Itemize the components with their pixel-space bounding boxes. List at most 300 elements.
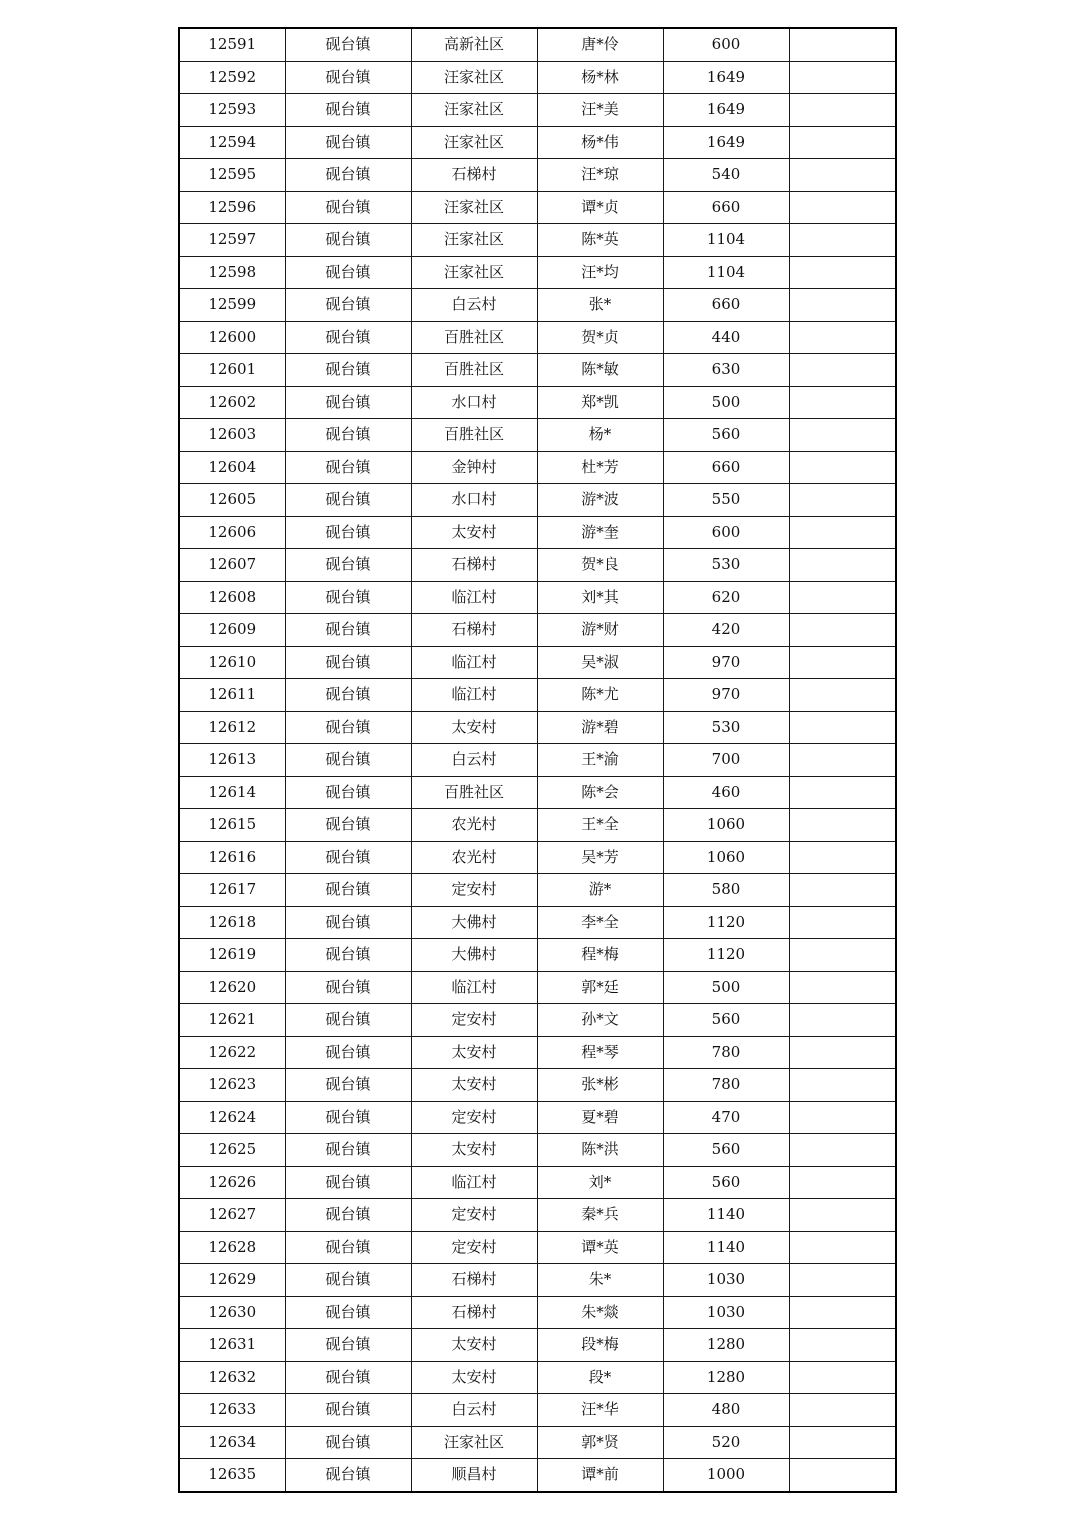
- note-cell: [789, 744, 896, 777]
- name-cell: 程*梅: [537, 939, 663, 972]
- note-cell: [789, 354, 896, 387]
- row-number-cell: 12613: [179, 744, 285, 777]
- note-cell: [789, 841, 896, 874]
- table-row: [179, 224, 896, 257]
- town-cell: 砚台镇: [285, 191, 411, 224]
- amount-cell: 560: [663, 1166, 789, 1199]
- row-number-cell: 12615: [179, 809, 285, 842]
- town-cell: 砚台镇: [285, 906, 411, 939]
- amount-cell: 560: [663, 419, 789, 452]
- row-number-cell: 12592: [179, 61, 285, 94]
- table-row: [179, 1166, 896, 1199]
- amount-cell: 630: [663, 354, 789, 387]
- note-cell: [789, 126, 896, 159]
- table-row: [179, 386, 896, 419]
- row-number-cell: 12611: [179, 679, 285, 712]
- name-cell: 游*财: [537, 614, 663, 647]
- name-cell: 朱*: [537, 1264, 663, 1297]
- note-cell: [789, 1329, 896, 1362]
- amount-cell: 1140: [663, 1199, 789, 1232]
- note-cell: [789, 809, 896, 842]
- row-number-cell: 12596: [179, 191, 285, 224]
- amount-cell: 780: [663, 1069, 789, 1102]
- village-cell: 白云村: [411, 289, 537, 322]
- note-cell: [789, 484, 896, 517]
- village-cell: 百胜社区: [411, 321, 537, 354]
- note-cell: [789, 939, 896, 972]
- note-cell: [789, 94, 896, 127]
- row-number-cell: 12598: [179, 256, 285, 289]
- amount-cell: 550: [663, 484, 789, 517]
- town-cell: 砚台镇: [285, 1459, 411, 1492]
- name-cell: 李*全: [537, 906, 663, 939]
- town-cell: 砚台镇: [285, 776, 411, 809]
- table-row: [179, 1231, 896, 1264]
- name-cell: 游*: [537, 874, 663, 907]
- village-cell: 临江村: [411, 971, 537, 1004]
- table-row: [179, 289, 896, 322]
- table-row: [179, 256, 896, 289]
- note-cell: [789, 419, 896, 452]
- table-row: [179, 1069, 896, 1102]
- table-row: [179, 191, 896, 224]
- table-row: [179, 874, 896, 907]
- village-cell: 太安村: [411, 1361, 537, 1394]
- village-cell: 定安村: [411, 874, 537, 907]
- row-number-cell: 12608: [179, 581, 285, 614]
- amount-cell: 660: [663, 191, 789, 224]
- row-number-cell: 12602: [179, 386, 285, 419]
- village-cell: 定安村: [411, 1231, 537, 1264]
- row-number-cell: 12597: [179, 224, 285, 257]
- note-cell: [789, 581, 896, 614]
- village-cell: 农光村: [411, 809, 537, 842]
- village-cell: 大佛村: [411, 906, 537, 939]
- table-row: [179, 549, 896, 582]
- table-row: [179, 614, 896, 647]
- name-cell: 汪*琼: [537, 159, 663, 192]
- name-cell: 游*奎: [537, 516, 663, 549]
- amount-cell: 540: [663, 159, 789, 192]
- row-number-cell: 12617: [179, 874, 285, 907]
- note-cell: [789, 386, 896, 419]
- row-number-cell: 12595: [179, 159, 285, 192]
- village-cell: 百胜社区: [411, 354, 537, 387]
- name-cell: 张*: [537, 289, 663, 322]
- row-number-cell: 12603: [179, 419, 285, 452]
- amount-cell: 1104: [663, 224, 789, 257]
- table-row: [179, 159, 896, 192]
- name-cell: 杨*: [537, 419, 663, 452]
- village-cell: 金钟村: [411, 451, 537, 484]
- name-cell: 杜*芳: [537, 451, 663, 484]
- town-cell: 砚台镇: [285, 549, 411, 582]
- row-number-cell: 12591: [179, 28, 285, 61]
- table-row: [179, 419, 896, 452]
- name-cell: 秦*兵: [537, 1199, 663, 1232]
- town-cell: 砚台镇: [285, 126, 411, 159]
- village-cell: 定安村: [411, 1101, 537, 1134]
- town-cell: 砚台镇: [285, 874, 411, 907]
- row-number-cell: 12627: [179, 1199, 285, 1232]
- town-cell: 砚台镇: [285, 1036, 411, 1069]
- town-cell: 砚台镇: [285, 711, 411, 744]
- amount-cell: 620: [663, 581, 789, 614]
- row-number-cell: 12607: [179, 549, 285, 582]
- table-row: [179, 1426, 896, 1459]
- village-cell: 临江村: [411, 679, 537, 712]
- village-cell: 石梯村: [411, 549, 537, 582]
- table-row: [179, 1264, 896, 1297]
- table-row: [179, 94, 896, 127]
- row-number-cell: 12632: [179, 1361, 285, 1394]
- town-cell: 砚台镇: [285, 679, 411, 712]
- amount-cell: 1000: [663, 1459, 789, 1492]
- village-cell: 农光村: [411, 841, 537, 874]
- note-cell: [789, 1199, 896, 1232]
- table-row: [179, 321, 896, 354]
- name-cell: 王*渝: [537, 744, 663, 777]
- village-cell: 太安村: [411, 1069, 537, 1102]
- village-cell: 临江村: [411, 646, 537, 679]
- table-row: [179, 61, 896, 94]
- town-cell: 砚台镇: [285, 354, 411, 387]
- village-cell: 石梯村: [411, 159, 537, 192]
- village-cell: 水口村: [411, 484, 537, 517]
- amount-cell: 520: [663, 1426, 789, 1459]
- amount-cell: 1030: [663, 1296, 789, 1329]
- row-number-cell: 12625: [179, 1134, 285, 1167]
- amount-cell: 440: [663, 321, 789, 354]
- row-number-cell: 12594: [179, 126, 285, 159]
- table-row: [179, 451, 896, 484]
- table-row: [179, 1296, 896, 1329]
- row-number-cell: 12621: [179, 1004, 285, 1037]
- village-cell: 石梯村: [411, 1296, 537, 1329]
- town-cell: 砚台镇: [285, 809, 411, 842]
- table-row: [179, 1459, 896, 1492]
- table-row: [179, 1036, 896, 1069]
- note-cell: [789, 711, 896, 744]
- name-cell: 吴*芳: [537, 841, 663, 874]
- table-row: [179, 1101, 896, 1134]
- name-cell: 游*碧: [537, 711, 663, 744]
- village-cell: 汪家社区: [411, 126, 537, 159]
- town-cell: 砚台镇: [285, 94, 411, 127]
- town-cell: 砚台镇: [285, 1361, 411, 1394]
- name-cell: 谭*前: [537, 1459, 663, 1492]
- town-cell: 砚台镇: [285, 1426, 411, 1459]
- note-cell: [789, 1166, 896, 1199]
- note-cell: [789, 679, 896, 712]
- table-row: [179, 711, 896, 744]
- row-number-cell: 12623: [179, 1069, 285, 1102]
- name-cell: 朱*燚: [537, 1296, 663, 1329]
- row-number-cell: 12629: [179, 1264, 285, 1297]
- town-cell: 砚台镇: [285, 971, 411, 1004]
- table-row: [179, 1199, 896, 1232]
- village-cell: 汪家社区: [411, 224, 537, 257]
- table-row: [179, 776, 896, 809]
- note-cell: [789, 159, 896, 192]
- town-cell: 砚台镇: [285, 516, 411, 549]
- town-cell: 砚台镇: [285, 614, 411, 647]
- row-number-cell: 12634: [179, 1426, 285, 1459]
- row-number-cell: 12610: [179, 646, 285, 679]
- village-cell: 百胜社区: [411, 776, 537, 809]
- amount-cell: 1060: [663, 841, 789, 874]
- note-cell: [789, 971, 896, 1004]
- note-cell: [789, 1264, 896, 1297]
- name-cell: 王*全: [537, 809, 663, 842]
- town-cell: 砚台镇: [285, 28, 411, 61]
- amount-cell: 460: [663, 776, 789, 809]
- row-number-cell: 12628: [179, 1231, 285, 1264]
- amount-cell: 970: [663, 679, 789, 712]
- amount-cell: 560: [663, 1134, 789, 1167]
- amount-cell: 1120: [663, 939, 789, 972]
- amount-cell: 530: [663, 549, 789, 582]
- town-cell: 砚台镇: [285, 1264, 411, 1297]
- village-cell: 顺昌村: [411, 1459, 537, 1492]
- amount-cell: 580: [663, 874, 789, 907]
- row-number-cell: 12631: [179, 1329, 285, 1362]
- row-number-cell: 12599: [179, 289, 285, 322]
- row-number-cell: 12604: [179, 451, 285, 484]
- table-row: [179, 679, 896, 712]
- note-cell: [789, 776, 896, 809]
- name-cell: 汪*华: [537, 1394, 663, 1427]
- amount-cell: 660: [663, 451, 789, 484]
- amount-cell: 1060: [663, 809, 789, 842]
- town-cell: 砚台镇: [285, 744, 411, 777]
- name-cell: 段*: [537, 1361, 663, 1394]
- name-cell: 贺*贞: [537, 321, 663, 354]
- town-cell: 砚台镇: [285, 321, 411, 354]
- row-number-cell: 12630: [179, 1296, 285, 1329]
- town-cell: 砚台镇: [285, 1394, 411, 1427]
- row-number-cell: 12633: [179, 1394, 285, 1427]
- table-row: [179, 354, 896, 387]
- name-cell: 游*波: [537, 484, 663, 517]
- town-cell: 砚台镇: [285, 1329, 411, 1362]
- town-cell: 砚台镇: [285, 289, 411, 322]
- name-cell: 陈*洪: [537, 1134, 663, 1167]
- row-number-cell: 12614: [179, 776, 285, 809]
- town-cell: 砚台镇: [285, 581, 411, 614]
- village-cell: 太安村: [411, 1134, 537, 1167]
- name-cell: 郭*贤: [537, 1426, 663, 1459]
- amount-cell: 700: [663, 744, 789, 777]
- name-cell: 杨*伟: [537, 126, 663, 159]
- village-cell: 百胜社区: [411, 419, 537, 452]
- note-cell: [789, 1231, 896, 1264]
- row-number-cell: 12624: [179, 1101, 285, 1134]
- town-cell: 砚台镇: [285, 1199, 411, 1232]
- note-cell: [789, 549, 896, 582]
- note-cell: [789, 256, 896, 289]
- table-row: [179, 28, 896, 61]
- name-cell: 谭*贞: [537, 191, 663, 224]
- amount-cell: 420: [663, 614, 789, 647]
- row-number-cell: 12618: [179, 906, 285, 939]
- amount-cell: 560: [663, 1004, 789, 1037]
- roster-table-body: [179, 28, 896, 1492]
- row-number-cell: 12605: [179, 484, 285, 517]
- name-cell: 陈*尤: [537, 679, 663, 712]
- name-cell: 汪*美: [537, 94, 663, 127]
- name-cell: 贺*良: [537, 549, 663, 582]
- note-cell: [789, 224, 896, 257]
- village-cell: 白云村: [411, 744, 537, 777]
- table-row: [179, 1134, 896, 1167]
- row-number-cell: 12601: [179, 354, 285, 387]
- village-cell: 石梯村: [411, 1264, 537, 1297]
- town-cell: 砚台镇: [285, 1166, 411, 1199]
- town-cell: 砚台镇: [285, 224, 411, 257]
- note-cell: [789, 191, 896, 224]
- row-number-cell: 12609: [179, 614, 285, 647]
- town-cell: 砚台镇: [285, 1004, 411, 1037]
- name-cell: 夏*碧: [537, 1101, 663, 1134]
- village-cell: 石梯村: [411, 614, 537, 647]
- row-number-cell: 12612: [179, 711, 285, 744]
- name-cell: 程*琴: [537, 1036, 663, 1069]
- amount-cell: 500: [663, 386, 789, 419]
- village-cell: 汪家社区: [411, 1426, 537, 1459]
- town-cell: 砚台镇: [285, 841, 411, 874]
- village-cell: 太安村: [411, 1329, 537, 1362]
- note-cell: [789, 646, 896, 679]
- note-cell: [789, 906, 896, 939]
- roster-table: [178, 27, 897, 1493]
- town-cell: 砚台镇: [285, 646, 411, 679]
- town-cell: 砚台镇: [285, 1296, 411, 1329]
- amount-cell: 1649: [663, 126, 789, 159]
- row-number-cell: 12620: [179, 971, 285, 1004]
- table-row: [179, 1329, 896, 1362]
- town-cell: 砚台镇: [285, 159, 411, 192]
- note-cell: [789, 1296, 896, 1329]
- note-cell: [789, 289, 896, 322]
- village-cell: 汪家社区: [411, 256, 537, 289]
- town-cell: 砚台镇: [285, 419, 411, 452]
- note-cell: [789, 1134, 896, 1167]
- name-cell: 陈*英: [537, 224, 663, 257]
- table-row: [179, 126, 896, 159]
- note-cell: [789, 516, 896, 549]
- amount-cell: 1280: [663, 1329, 789, 1362]
- name-cell: 孙*文: [537, 1004, 663, 1037]
- table-row: [179, 516, 896, 549]
- village-cell: 太安村: [411, 516, 537, 549]
- table-row: [179, 1004, 896, 1037]
- table-row: [179, 646, 896, 679]
- village-cell: 定安村: [411, 1199, 537, 1232]
- amount-cell: 1104: [663, 256, 789, 289]
- village-cell: 水口村: [411, 386, 537, 419]
- amount-cell: 500: [663, 971, 789, 1004]
- name-cell: 陈*敏: [537, 354, 663, 387]
- note-cell: [789, 874, 896, 907]
- note-cell: [789, 61, 896, 94]
- village-cell: 大佛村: [411, 939, 537, 972]
- amount-cell: 480: [663, 1394, 789, 1427]
- amount-cell: 1649: [663, 94, 789, 127]
- amount-cell: 1030: [663, 1264, 789, 1297]
- table-row: [179, 1394, 896, 1427]
- village-cell: 临江村: [411, 1166, 537, 1199]
- amount-cell: 970: [663, 646, 789, 679]
- note-cell: [789, 28, 896, 61]
- row-number-cell: 12626: [179, 1166, 285, 1199]
- name-cell: 吴*淑: [537, 646, 663, 679]
- note-cell: [789, 1394, 896, 1427]
- name-cell: 谭*英: [537, 1231, 663, 1264]
- row-number-cell: 12593: [179, 94, 285, 127]
- table-row: [179, 939, 896, 972]
- table-row: [179, 744, 896, 777]
- town-cell: 砚台镇: [285, 256, 411, 289]
- village-cell: 太安村: [411, 1036, 537, 1069]
- note-cell: [789, 1361, 896, 1394]
- town-cell: 砚台镇: [285, 451, 411, 484]
- table-row: [179, 581, 896, 614]
- note-cell: [789, 1426, 896, 1459]
- row-number-cell: 12622: [179, 1036, 285, 1069]
- amount-cell: 660: [663, 289, 789, 322]
- village-cell: 高新社区: [411, 28, 537, 61]
- amount-cell: 1649: [663, 61, 789, 94]
- town-cell: 砚台镇: [285, 1134, 411, 1167]
- name-cell: 张*彬: [537, 1069, 663, 1102]
- name-cell: 唐*伶: [537, 28, 663, 61]
- note-cell: [789, 1069, 896, 1102]
- name-cell: 郑*凯: [537, 386, 663, 419]
- village-cell: 太安村: [411, 711, 537, 744]
- table-row: [179, 484, 896, 517]
- note-cell: [789, 614, 896, 647]
- amount-cell: 530: [663, 711, 789, 744]
- town-cell: 砚台镇: [285, 939, 411, 972]
- village-cell: 汪家社区: [411, 191, 537, 224]
- amount-cell: 600: [663, 28, 789, 61]
- village-cell: 汪家社区: [411, 61, 537, 94]
- note-cell: [789, 1004, 896, 1037]
- row-number-cell: 12606: [179, 516, 285, 549]
- row-number-cell: 12619: [179, 939, 285, 972]
- row-number-cell: 12616: [179, 841, 285, 874]
- name-cell: 陈*会: [537, 776, 663, 809]
- note-cell: [789, 451, 896, 484]
- name-cell: 刘*其: [537, 581, 663, 614]
- amount-cell: 600: [663, 516, 789, 549]
- town-cell: 砚台镇: [285, 1069, 411, 1102]
- name-cell: 郭*廷: [537, 971, 663, 1004]
- town-cell: 砚台镇: [285, 484, 411, 517]
- table-row: [179, 809, 896, 842]
- name-cell: 杨*林: [537, 61, 663, 94]
- town-cell: 砚台镇: [285, 1231, 411, 1264]
- village-cell: 白云村: [411, 1394, 537, 1427]
- table-row: [179, 841, 896, 874]
- village-cell: 临江村: [411, 581, 537, 614]
- table-row: [179, 906, 896, 939]
- note-cell: [789, 321, 896, 354]
- table-row: [179, 1361, 896, 1394]
- town-cell: 砚台镇: [285, 386, 411, 419]
- name-cell: 汪*均: [537, 256, 663, 289]
